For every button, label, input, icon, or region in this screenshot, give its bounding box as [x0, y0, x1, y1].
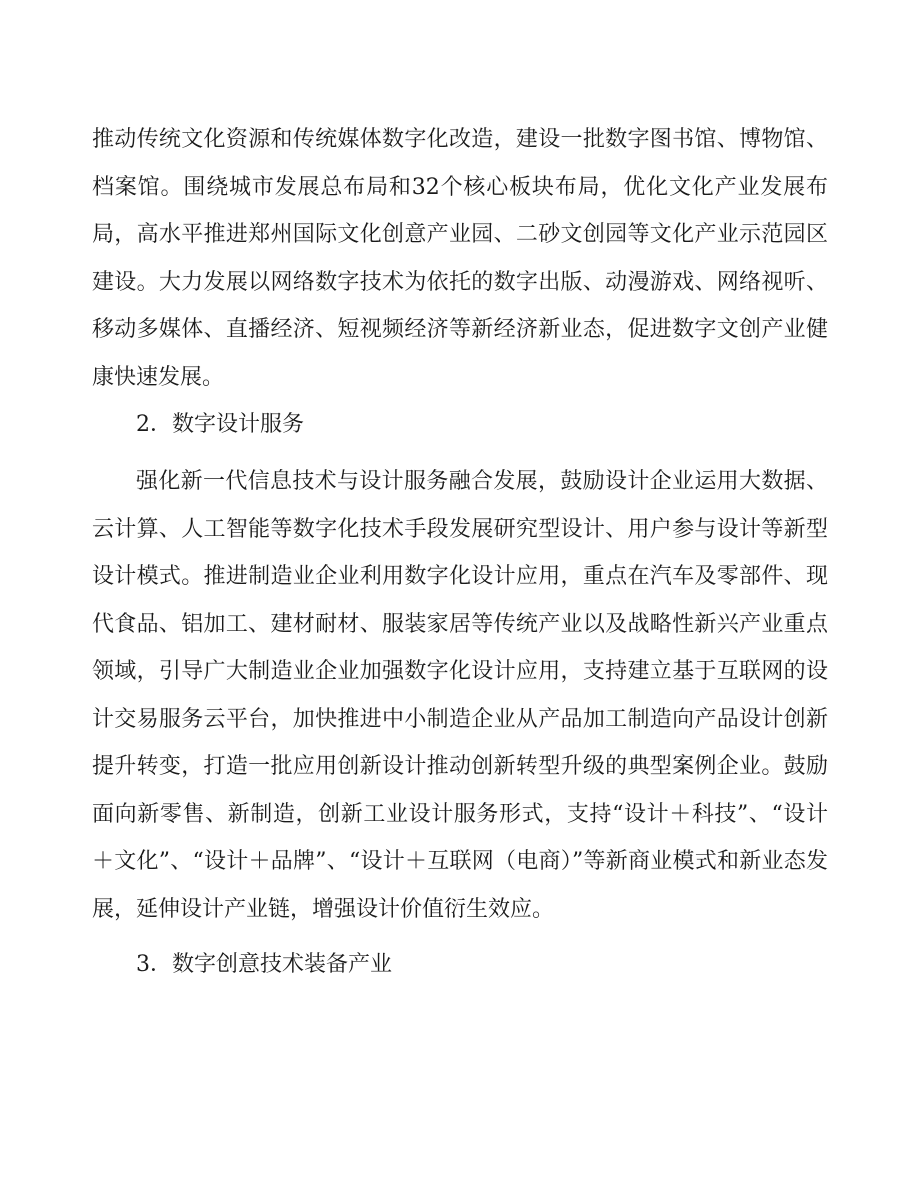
paragraph-digital-creative-industry: 推动传统文化资源和传统媒体数字化改造，建设一批数字图书馆、博物馆、档案馆。围绕城市发展总布局和32个核心板块布局，优化文化产业发展布局，高水平推进郑州国际文化创意产业园、二砂文创园等文化产业示范园区建设。大力发展以网络数字技术为依托的数字出版、动漫游戏、网络视听、移动多媒体、直播经济、短视频经济等新经济新业态，促进数字文创产业健康快速发展。 [92, 127, 828, 390]
heading-digital-design-services: 2．数字设计服务 [136, 412, 304, 437]
section-gap [92, 933, 828, 941]
document-page [92, 116, 828, 998]
heading-digital-creative-equipment: 3．数字创意技术装备产业 [136, 952, 392, 977]
paragraph-digital-design-services: 强化新一代信息技术与设计服务融合发展，鼓励设计企业运用大数据、云计算、人工智能等数字化技术手段发展研究型设计、用户参与设计等新型设计模式。推进制造业企业利用数字化设计应用，重点在汽车及零部件、现代食品、铝加工、建材耐材、服装家居等传统产业以及战略性新兴产业重点领域，引导广大制造业企业加强数字化设计应用，支持建立基于互联网的设计交易服务云平台，加快推进中小制造企业从产品加工制造向产品设计创新提升转变，打造一批应用创新设计推动创新转型升级的典型案例企业。鼓励面向新零售、新制造，创新工业设计服务形式，支持“设计＋科技”、“设计＋文化”、“设计＋品牌”、“设计＋互联网（电商）”等新商业模式和新业态发展，延伸设计产业链，增强设计价值衍生效应。 [92, 469, 828, 922]
